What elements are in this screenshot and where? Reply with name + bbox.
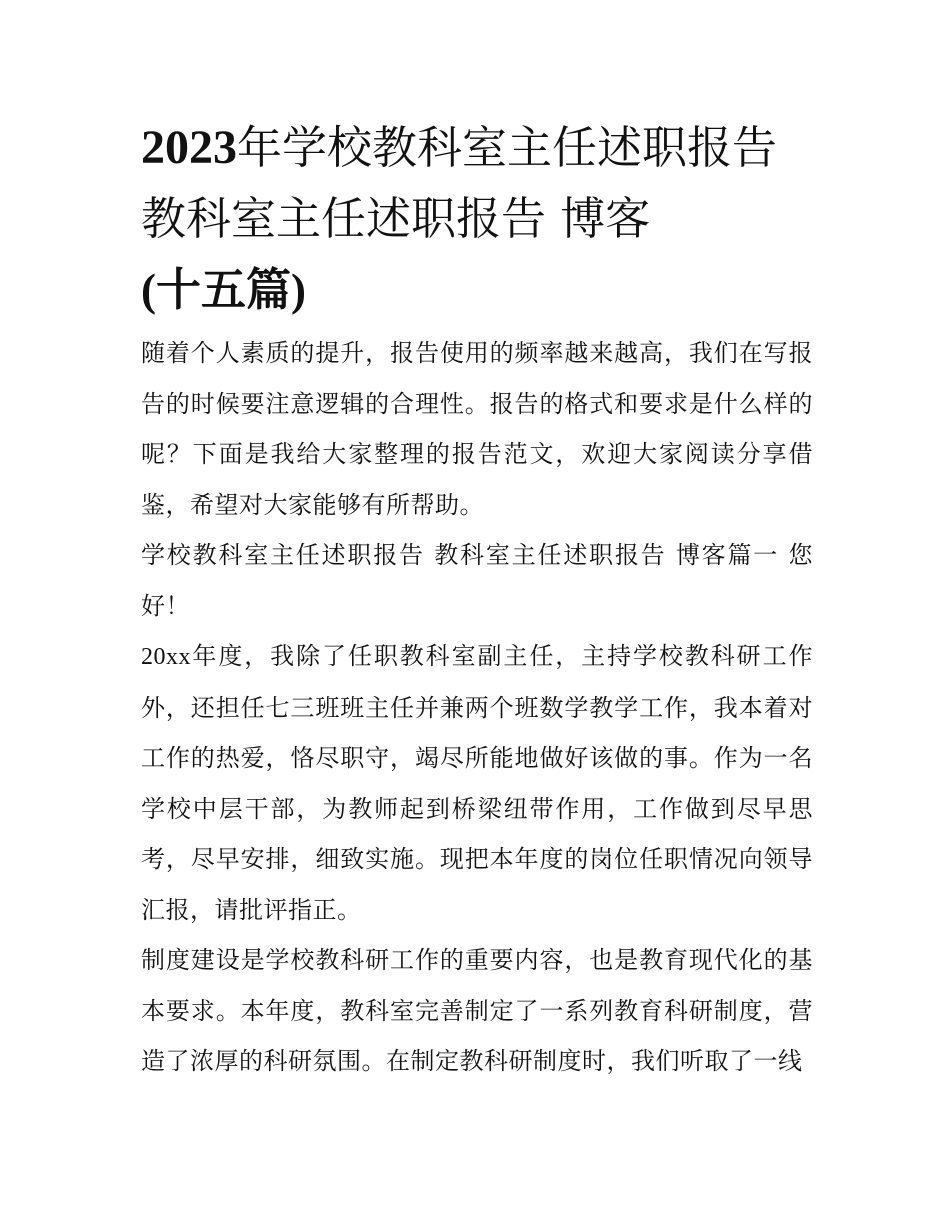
system-building-paragraph: 制度建设是学校教科研工作的重要内容，也是教育现代化的基本要求。本年度，教科室完善制定了一系列教育科研制度，营造了浓厚的科研氛围。在制定教科研制度时，我们听取了一线 [141,946,813,1075]
section-heading-paragraph: 学校教科室主任述职报告 教科室主任述职报告 博客篇一 您好！ [141,541,813,620]
work-summary-paragraph [141,631,813,935]
title-year: 2023 [141,121,237,174]
title-suffix: (十五篇) [141,265,306,315]
year-text: 20xx [141,644,191,670]
work-summary-text: 年度，我除了任职教科室副主任，主持学校教科研工作外，还担任七三班班主任并兼两个班数学教学工作，我本着对工作的热爱，恪尽职守，竭尽所能地做好该做的事。作为一名学校中层干部，为教师起到桥梁纽带作用，工作做到尽早思考，尽早安排，细致实施。现把本年度的岗位任职情况向领导汇报，请批评指正。 [141,642,813,924]
document-title [141,112,813,326]
intro-paragraph: 随着个人素质的提升，报告使用的频率越来越高，我们在写报告的时候要注意逻辑的合理性。报告的格式和要求是什么样的呢？下面是我给大家整理的报告范文，欢迎大家阅读分享借鉴，希望对大家能够有所帮助。 [141,339,813,519]
document-page [141,112,813,1087]
title-text: 年学校教科室主任述职报告 教科室主任述职报告 博客 [141,121,778,245]
